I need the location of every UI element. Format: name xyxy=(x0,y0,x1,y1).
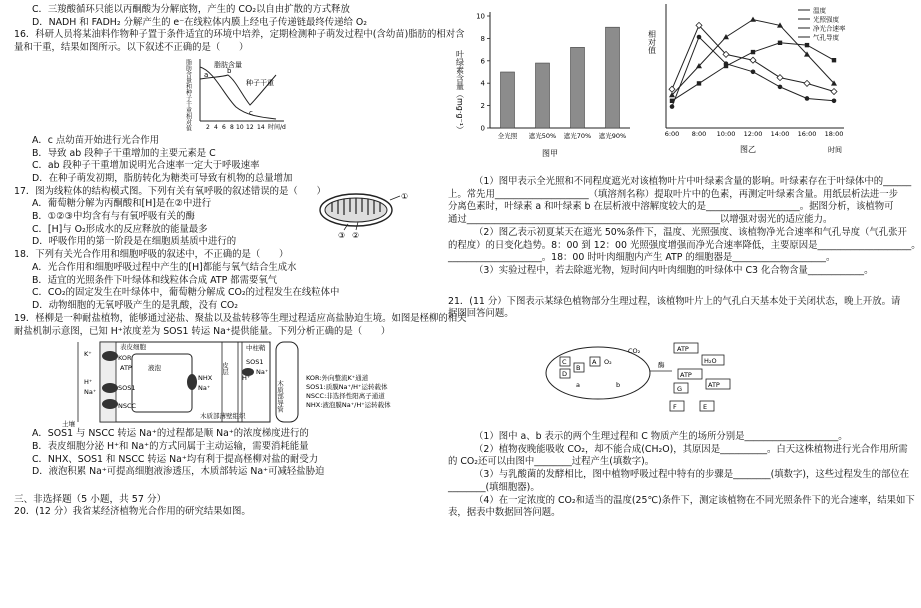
q21-text-1: （1）图中 a、b 表示的两个生理过程和 C 物质产生的场所分别是____________________。 xyxy=(474,431,848,443)
fig-b-point xyxy=(750,57,756,63)
q16-curve-a-label: 脂肪含量 xyxy=(214,60,242,69)
q16-stem-1: 16．科研人员将某油料作物种子置于条件适宜的环境中培养，定期检测种子萌发过程中(含幼苗)脂肪的相对含 xyxy=(14,29,465,41)
q19-endo-label: 中柱鞘 xyxy=(246,344,266,353)
q20-text-4: 通过______________________________________________________以增强对弱光的适应能力。 xyxy=(448,214,833,226)
q18-option-b: B．适宜的光照条件下叶绿体和线粒体合成 ATP 都需要氧气 xyxy=(32,274,278,286)
q19-option-b: B．表皮细胞分泌 H⁺和 Na⁺的方式同属于主动运输，需要消耗能量 xyxy=(32,440,309,452)
q15-option-d: D．NADH 和 FADH₂ 分解产生的 e⁻在线粒体内膜上经电子传递链最终传递给 O₂ xyxy=(32,16,368,28)
fig-b-xtick-label: 14:00 xyxy=(770,130,790,138)
fig-a-ytick-label: 8 xyxy=(480,34,485,43)
fig-b-legend-label: 温度 xyxy=(813,6,826,15)
q16-curve-b-label: 种子干重 xyxy=(246,78,274,87)
q21-text-6: （4）在一定浓度的 CO₂和适当的温度(25℃)条件下，测定该植物在不同光照条件下的光合速率，结果如下 xyxy=(474,494,915,506)
fig-b-point xyxy=(777,75,783,81)
fig-b-point xyxy=(805,96,810,101)
fig-b-ylabel: 相对值 xyxy=(647,30,657,54)
fig-b-point xyxy=(697,35,702,40)
fig-b-point xyxy=(751,70,756,75)
fig-b-point xyxy=(832,58,836,62)
q16-ylabel: 脂肪含量和种子干重相对值 xyxy=(184,58,192,131)
fig-b-xtick-label: 18:00 xyxy=(824,130,844,138)
q19-figure xyxy=(14,338,430,428)
q21-text-2: （2）植物夜晚能吸收 CO₂，却不能合成(CH₂O)，其原因是__________。白天这株植物进行光合作用所需 xyxy=(474,443,908,455)
q21-h2o-label: H₂O xyxy=(704,357,717,366)
fig-b-point xyxy=(778,41,782,45)
q19-kor-label: KOR xyxy=(118,354,132,363)
q19-stem-1: 19．柽柳是一种耐盐植物，能够通过泌盐、聚盐以及盐转移等生理过程适应高盐胁迫生境。如图是柽柳的相关 xyxy=(14,312,467,324)
fig-b-xtick-label: 16:00 xyxy=(797,130,817,138)
q16-stem-2: 量和干重，结果如图所示。以下叙述不正确的是（ ） xyxy=(14,42,249,54)
q19-nhx-label: NHX xyxy=(198,374,213,383)
q20-stem: 20．(12 分）我省某经济植物光合作用的研究结果如图。 xyxy=(14,506,251,518)
q19-vacuole-label: 液泡 xyxy=(148,364,161,373)
q16-xtick: 4 xyxy=(214,123,218,131)
q21-atp-3: ATP xyxy=(708,381,720,390)
q21-enzyme-label: 酶 xyxy=(658,361,665,370)
q21-box-f: F xyxy=(673,403,677,412)
q19-xylem-label: 木质部导管 xyxy=(276,380,284,413)
fig-a-bar xyxy=(536,63,550,128)
fig-b-point xyxy=(670,104,675,109)
q18-stem: 18．下列有关光合作用和细胞呼吸的叙述中，不正确的是（ ） xyxy=(14,249,289,261)
q21-process-diagram xyxy=(448,321,864,429)
q17-option-a: A．葡萄糖分解为丙酮酸和[H]是在②中进行 xyxy=(32,198,212,210)
fig-b-legend-label: 光照强度 xyxy=(813,15,839,24)
fig-a-ytick-label: 2 xyxy=(480,102,485,111)
fig-b-xtick-label: 8:00 xyxy=(691,130,707,138)
fig-a-ytick-label: 4 xyxy=(480,79,485,88)
q19-h-out-label: H⁺ xyxy=(242,374,251,383)
mito-label-1: ① xyxy=(401,192,409,202)
q17-stem: 17．图为线粒体的结构模式图。下列有关有氧呼吸的叙述错误的是（ ） xyxy=(14,185,326,197)
fig-a-xtick-label: 遮光50% xyxy=(528,132,557,140)
q21-text-4: （3）与乳酸菌的发酵相比，图中植物呼吸过程中特有的步骤是________(填数字)，这些过程发生的部位在 xyxy=(474,469,910,481)
fig-b-point xyxy=(751,50,755,54)
q16-option-d: D．在种子萌发初期，脂肪转化为糖类可导致有机物的总量增加 xyxy=(32,172,293,184)
q19-na-label: Na⁺ xyxy=(84,388,97,397)
fig-a-bar xyxy=(571,47,585,128)
fig-b-point xyxy=(832,99,837,104)
q19-pericycle-label: 皮层 xyxy=(221,362,229,376)
fig-b-xtick-label: 12:00 xyxy=(743,130,763,138)
fig-a-caption: 图甲 xyxy=(542,149,558,158)
fig-b-point xyxy=(669,86,675,92)
q21-label-a: a xyxy=(576,381,580,390)
fig-b-xtick-label: 6:00 xyxy=(664,130,680,138)
q16-point-b: b xyxy=(227,66,232,75)
fig-b-point xyxy=(804,80,810,86)
q21-stem-2: 据图回答问题。 xyxy=(448,308,514,320)
q20-text-7: ____________________。18：00 时叶肉细胞内产生 ATP 的细胞器是____________________。 xyxy=(448,252,836,264)
q16-graph xyxy=(14,55,430,135)
q16-point-c: c xyxy=(249,108,253,117)
q21-box-g: G xyxy=(677,385,683,394)
q21-text-7: 表，据表中数据回答问题。 xyxy=(448,507,561,519)
q21-text-5: ________(填细胞器)。 xyxy=(448,481,540,493)
q20-text-8: （3）实验过程中，若去除遮光物，短时间内叶肉细胞的叶绿体中 C3 化合物含量____________。 xyxy=(474,264,874,276)
q20-text-3: 分离色素时，叶绿素 a 和叶绿素 b 在层析液中溶解度较大的是____________________。据图分析，该植物可 xyxy=(448,201,894,213)
fig-b-point xyxy=(723,34,729,39)
q16-xtick: 2 xyxy=(206,123,210,131)
fig-b-point xyxy=(697,81,701,85)
q16-xtick: 6 xyxy=(222,123,226,131)
mito-label-2: ② xyxy=(352,231,360,241)
q17-block xyxy=(14,192,430,249)
q19-sos1-2-label: SOS1 xyxy=(246,358,264,367)
q21-co2-label: CO₂ xyxy=(628,347,641,356)
q21-box-e: E xyxy=(703,403,708,412)
q19-soil-label: 土壤 xyxy=(62,420,75,429)
q21-text-3: 的 CO₂还可以由图中________过程产生(填数字)。 xyxy=(448,456,655,468)
q19-cortex-label: 表皮细胞 xyxy=(120,343,146,352)
fig-a-xtick-label: 遮光90% xyxy=(598,132,627,140)
q16-figure xyxy=(14,55,430,135)
q21-figure xyxy=(448,321,864,431)
fig-b-legend-label: 净光合速率 xyxy=(813,24,846,33)
fig-b-point xyxy=(778,85,783,90)
q19-nscc-label: NSCC xyxy=(118,402,137,411)
q19-atp-label: ATP xyxy=(120,364,132,373)
fig-b-xtick-label: 10:00 xyxy=(716,130,736,138)
q20-text-6: 的程度）的日变化趋势。8：00 到 12：00 光照强度增强而净光合速率降低，主要原因是____________________。 xyxy=(448,239,921,251)
q19-option-c: C．NHX、SOS1 和 NSCC 转运 Na⁺均有利于提高柽柳对盐的耐受力 xyxy=(32,453,319,465)
q19-legend-1: KOR:外向整流K⁺通道 xyxy=(306,374,369,383)
q16-option-c: C．ab 段种子干重增加说明光合速率一定大于呼吸速率 xyxy=(32,160,260,172)
fig-b-point xyxy=(724,61,729,66)
q18-option-d: D．动物细胞的无氧呼吸产生的是乳酸，没有 CO₂ xyxy=(32,300,239,312)
q19-h-label: H⁺ xyxy=(84,378,93,387)
fig-a-ylabel: 叶绿素含量（mg·g⁻¹） xyxy=(455,50,465,134)
q16-option-b: B．导致 ab 段种子干重增加的主要元素是 C xyxy=(32,147,216,159)
q16-option-a: A．c 点幼苗开始进行光合作用 xyxy=(32,134,160,146)
fig-a-bar xyxy=(501,72,515,128)
q21-atp-1: ATP xyxy=(677,345,689,354)
fig-a-xtick-label: 遮光70% xyxy=(563,132,592,140)
q21-box-c: C xyxy=(562,358,567,367)
mitochondria-diagram xyxy=(314,188,414,240)
q15-option-c: C．三羧酸循环只能以丙酮酸为分解底物，产生的 CO₂以自由扩散的方式释放 xyxy=(32,4,350,15)
q19-stem-2: 耐盐机制示意图，已知 H⁺浓度差为 SOS1 转运 Na⁺提供能量。下列分析正确的是（ ） xyxy=(14,325,391,337)
q21-atp-2: ATP xyxy=(680,371,692,380)
q17-option-b: B．①②③中均含有与有氧呼吸有关的酶 xyxy=(32,211,195,223)
q20-text-5: （2）图乙表示初夏某天在遮光 50%条件下，温度、光照强度、该植物净光合速率和气孔导度（气孔张开 xyxy=(474,226,907,238)
fig-a-ytick-label: 0 xyxy=(480,124,485,133)
salt-tolerance-diagram xyxy=(14,338,430,428)
figure-a-bar-chart xyxy=(450,4,640,160)
q18-option-c: C．CO₂的固定发生在叶绿体中，葡萄糖分解成 CO₂的过程发生在线粒体中 xyxy=(32,287,340,299)
q19-legend-4: NHX:液泡膜Na⁺/H⁺运转载体 xyxy=(306,401,391,410)
q21-box-b: B xyxy=(576,364,581,373)
q19-option-a: A．SOS1 与 NSCC 转运 Na⁺的过程都是顺 Na⁺的浓度梯度进行的 xyxy=(32,428,309,440)
q16-xtick: 8 xyxy=(230,123,234,131)
fig-a-xtick-label: 全光照 xyxy=(497,132,518,140)
q19-xylem-par-label: 木质部薄壁组织 xyxy=(200,412,246,421)
q19-legend-3: NSCC:非选择性阳离子通道 xyxy=(306,392,385,401)
q20-text-2: 上。常先用____________________（填溶剂名称）提取叶片中的色素，再测定叶绿素含量。用纸层析法进一步 xyxy=(448,188,899,200)
q17-option-c: C．[H]与 O₂形成水的反应释放的能量最多 xyxy=(32,223,208,235)
mito-label-3: ③ xyxy=(338,231,346,241)
fig-b-point xyxy=(805,43,809,47)
fig-b-caption: 图乙 xyxy=(740,145,756,154)
q16-xunit: 时间/d xyxy=(268,123,286,131)
figure-b-line-chart xyxy=(648,0,858,156)
q20-text-1: （1）图甲表示全光照和不同程度遮光对该植物叶片中叶绿素含量的影响。叶绿素存在于叶绿体中的______ xyxy=(474,176,912,187)
q19-legend-2: SOS1:质膜Na⁺/H⁺运转载体 xyxy=(306,383,388,392)
q19-k-label: K⁺ xyxy=(84,350,92,359)
right-column xyxy=(448,0,921,520)
fig-a-ytick-label: 6 xyxy=(480,57,485,66)
q21-stem-1: 21．(11 分）下图表示某绿色植物部分生理过程，该植物叶片上的气孔白天基本处于关闭状态，晚上开放。请 xyxy=(448,295,901,307)
q19-option-d: D．液泡积累 Na⁺可提高细胞液渗透压，木质部转运 Na⁺可减轻盐胁迫 xyxy=(32,466,325,478)
fig-b-point xyxy=(750,17,756,22)
q19-na-out-label: Na⁺ xyxy=(256,368,269,377)
q21-label-b: b xyxy=(616,381,621,390)
q19-sos1-label: SOS1 xyxy=(118,384,136,393)
fig-b-legend-label: 气孔导度 xyxy=(813,33,839,42)
q16-xtick: 12 xyxy=(246,123,254,131)
fig-a-bar xyxy=(606,27,620,128)
fig-b-xlabel: 时间 xyxy=(828,146,842,154)
q16-point-a: a xyxy=(204,70,209,79)
q21-o2-label: O₂ xyxy=(604,358,612,367)
q17-option-d: D．呼吸作用的第一阶段是在细胞质基质中进行的 xyxy=(32,236,237,248)
q16-xtick: 10 xyxy=(236,123,244,131)
q21-box-a: A xyxy=(592,358,597,367)
section-3-heading: 三、非选择题（5 小题，共 57 分） xyxy=(14,494,167,506)
q16-xtick: 14 xyxy=(257,123,265,131)
fig-a-ytick-label: 10 xyxy=(476,12,485,21)
q21-box-d: D xyxy=(562,370,568,379)
fig-b-point xyxy=(831,89,837,95)
q19-na-in-label: Na⁺ xyxy=(198,384,211,393)
q18-option-a: A．光合作用和细胞呼吸过程中产生的[H]都能与氧气结合生成水 xyxy=(32,262,297,274)
q20-figures xyxy=(448,0,864,160)
